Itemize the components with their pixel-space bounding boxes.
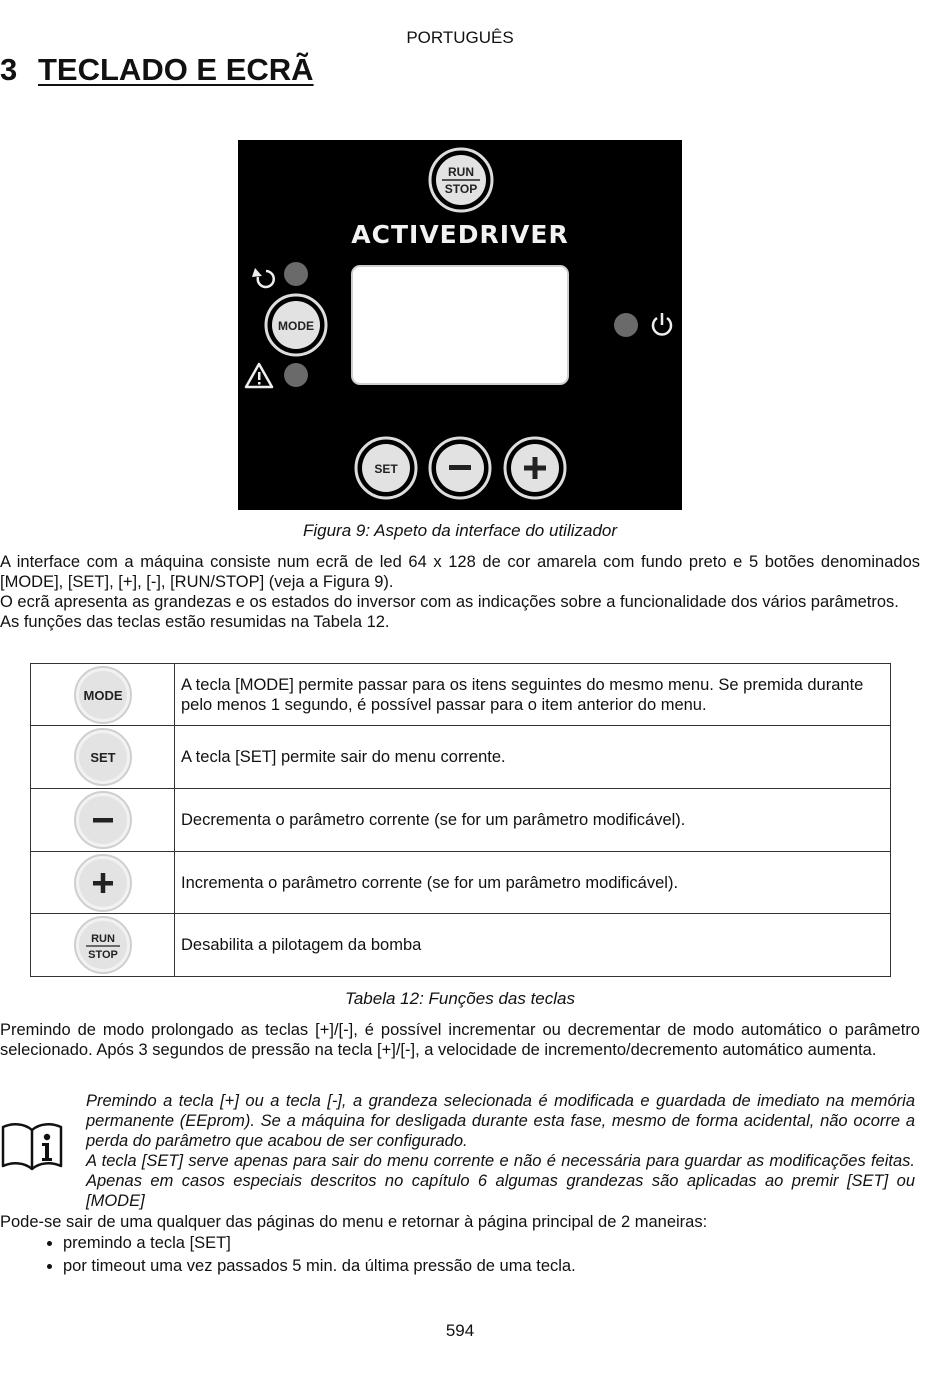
table-caption: Tabela 12: Funções das teclas [345,989,575,1008]
note-paragraph-2: A tecla [SET] serve apenas para sair do menu corrente e não é necessária para guardar as modificações feitas. Apenas em casos especiais descritos no capítulo 6 algumas grandezas são aplicadas ao premir [SET] ou [MODE] [86,1152,915,1210]
intro-paragraph-2: O ecrã apresenta as grandezas e os estados do inversor com as indicações sobre a funcionalidade dos vários parâmetros. [0,593,899,611]
minus-button[interactable] [430,438,490,498]
mode-key-label: MODE [83,687,122,703]
note-paragraph-1: Premindo a tecla [+] ou a tecla [-], a grandeza selecionada é modificada e guardada de imediato na memória permanente (EEprom). Se a máquina for desligada durante esta fase, mesmo de forma acidental, não ocorre a perda do parâmetro que acabou de ser configurado. [86,1092,915,1150]
language-header: PORTUGUÊS [406,28,514,47]
mode-button[interactable] [266,295,326,355]
set-button[interactable] [356,438,416,498]
key-description: A tecla [MODE] permite passar para os itens seguintes do mesmo menu. Se premida durante pelo menos 1 segundo, é possível passar para o item anterior do menu. [175,664,891,726]
set-label: SET [374,462,398,476]
stop-key-label: STOP [87,949,118,961]
exit-intro: Pode-se sair de uma qualquer das páginas do menu e retornar à página principal de 2 maneiras: [0,1213,708,1231]
table-row [31,914,891,977]
intro-paragraph-1: A interface com a máquina consiste num ecrã de led 64 x 128 de cor amarela com fundo preto e 5 botões denominados [MODE], [SET], [+], [-], [RUN/STOP] (veja a Figura 9). [0,553,920,591]
section-title [0,52,314,88]
set-key-label: SET [89,750,116,765]
table-row [31,664,891,726]
key-description: A tecla [SET] permite sair do menu corrente. [175,726,891,789]
control-panel-figure [238,140,682,510]
power-led [614,313,638,337]
intro-paragraph-3: As funções das teclas estão resumidas na Tabela 12. [0,613,390,631]
figure-caption: Figura 9: Aspeto da interface do utilizador [302,521,618,540]
list-item: • premindo a tecla [SET] [63,1232,576,1255]
run-key-label: RUN [90,933,115,945]
refresh-icon [252,268,274,287]
set-key-icon [72,728,134,786]
table-row [31,852,891,914]
run-stop-button[interactable] [430,149,492,211]
key-description: Desabilita a pilotagem da bomba [175,914,891,977]
intro-text [0,552,920,632]
run-status-led [284,262,308,286]
section-number: 3 [0,52,18,87]
info-book-icon [0,1118,64,1177]
run-stop-key-icon [72,916,134,974]
hold-keys-paragraph [0,1020,920,1060]
mode-label: MODE [278,319,314,333]
key-description: Decrementa o parâmetro corrente (se for um parâmetro modificável). [175,789,891,852]
table-row [31,726,891,789]
warning-icon [246,364,272,387]
power-icon [653,313,671,334]
section-title-text: TECLADO E ECRÃ [38,52,314,87]
hold-keys-text: Premindo de modo prolongado as teclas [+]/[-], é possível incrementar ou decrementar de modo automático o parâmetro selecionado. Após 3 segundos de pressão na tecla [+]/[-], a velocidade de incremento/decremento automático aumenta. [0,1021,920,1059]
minus-key-icon [72,791,134,849]
run-label: RUN [448,165,474,179]
page-number: 594 [445,1321,475,1340]
info-note [86,1091,915,1211]
led-display [352,266,568,384]
plus-button[interactable] [505,438,565,498]
activedriver-logo: ACTIVEDRIVER [351,220,569,249]
control-panel-drawing [238,140,682,510]
list-item: • por timeout uma vez passados 5 min. da última pressão de uma tecla. [63,1255,576,1278]
key-description: Incrementa o parâmetro corrente (se for um parâmetro modificável). [175,852,891,914]
minus-icon [449,465,471,470]
key-functions-table [30,663,891,977]
mode-key-icon [72,666,134,724]
alarm-led [284,363,308,387]
plus-key-icon [72,854,134,912]
stop-label: STOP [444,182,478,196]
exit-options-list [0,1232,576,1278]
table-row [31,789,891,852]
